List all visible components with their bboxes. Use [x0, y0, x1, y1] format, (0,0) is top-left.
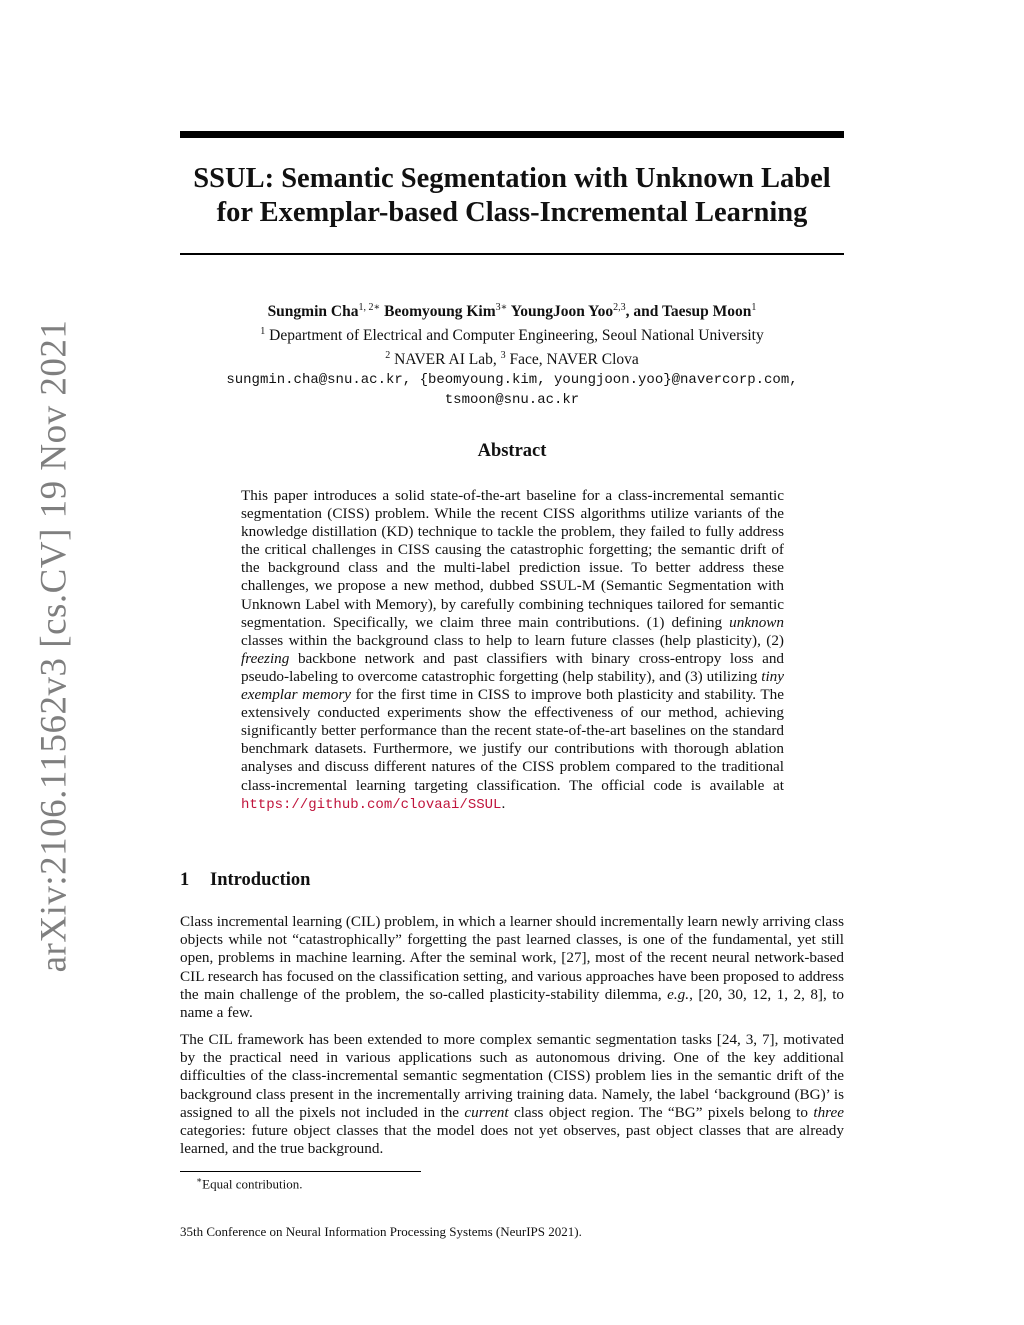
- title-top-rule: [180, 131, 844, 138]
- abstract-text: This paper introduces a solid state-of-the-art baseline for a class-incremental semantic segmentation (CISS) problem. While the recent CISS algorithms utilize variants of the knowledge distillation (KD) technique to tackle the problem, they failed to fully address the critical challenges in CISS causing the catastrophic forgetting; the semantic drift of the background class and the multi-label prediction issue. To better address these challenges, we propose a new method, dubbed SSUL-M (Semantic Segmentation with Unknown Label with Memory), by carefully combining techniques tailored for semantic segmentation. Specifically, we claim three main contributions. (1) defining: [241, 487, 784, 631]
- section-number: 1: [180, 870, 190, 890]
- section-heading: [180, 870, 844, 891]
- footnote-text: Equal contribution.: [202, 1176, 303, 1192]
- venue-line: 35th Conference on Neural Information Processing Systems (NeurIPS 2021).: [180, 1224, 582, 1239]
- abstract-heading: Abstract: [477, 441, 547, 461]
- intro-text: categories: future object classes that the model does not yet observes, past object classes that are already learned, and the true background.: [180, 1122, 844, 1158]
- footnote-mark: ∗: [196, 1175, 203, 1185]
- abstract-emphasis: freezing: [241, 649, 290, 667]
- intro-paragraph-2: [180, 1031, 844, 1158]
- author-marks: 3∗: [495, 302, 508, 313]
- author-marks: 1: [751, 302, 757, 313]
- author-name: YoungJoon Yoo: [510, 303, 614, 321]
- affiliation-line-1: [180, 322, 844, 346]
- author-block: [180, 298, 844, 410]
- author-marks: 1, 2∗: [358, 302, 381, 313]
- abstract-text: .: [501, 794, 506, 812]
- affiliation-mark: 1: [260, 326, 266, 338]
- author-name: Beomyoung Kim: [384, 303, 496, 321]
- title-bottom-rule: [180, 253, 844, 255]
- affiliation-mark: 3: [500, 350, 506, 362]
- affiliation-text: NAVER AI Lab,: [394, 351, 497, 369]
- intro-text: Class incremental learning (CIL) problem, in which a learner should incrementally learn newly arriving class objects while not “catastrophically” forgetting the past learned classes, is one of the fundamental, yet still open, problems in machine learning. After the seminal work, [27], most of the recent neural network-based CIL research has focused on the classification setting, and various approaches have been proposed to address the main challenge of the problem, the so-called plasticity-stability dilemma,: [180, 913, 844, 1003]
- code-link[interactable]: https://github.com/clovaai/SSUL: [241, 796, 502, 813]
- intro-text: , [20, 30, 12, 1, 2, 8], to name a few.: [180, 985, 845, 1022]
- intro-text: class object region. The “BG” pixels belong to: [513, 1103, 808, 1121]
- paper-title: [180, 162, 844, 230]
- email-line-2: tsmoon@snu.ac.kr: [444, 392, 580, 409]
- section-title: Introduction: [210, 870, 311, 890]
- affiliation-mark: 2: [385, 350, 391, 362]
- abstract-body: [241, 487, 784, 814]
- affiliation-text: Department of Electrical and Computer Engineering, Seoul National University: [269, 327, 764, 345]
- affiliation-text: Face, NAVER Clova: [509, 351, 639, 369]
- intro-paragraph-1: [180, 913, 844, 1022]
- affiliation-line-2: [180, 346, 844, 370]
- intro-text: The CIL framework has been extended to more complex semantic segmentation tasks [24, 3, 7], motivated by the practical need in various applications such as autonomous driving. One of the key additional difficulties of the class-incremental semantic segmentation (CISS) problem lies in the semantic drift of the background class present in the incrementally arriving training data. Namely, the label ‘background (BG)’ is assigned to all the pixels not included in the: [180, 1031, 844, 1121]
- intro-emphasis: three: [813, 1103, 845, 1121]
- author-marks: 2,3: [613, 302, 626, 313]
- footnote-rule: [180, 1171, 421, 1172]
- abstract-text: backbone network and past classifiers with binary cross-entropy loss and pseudo-labeling to overcome catastrophic forgetting (help stability), and (3) utilizing: [241, 649, 785, 685]
- intro-emphasis: current: [464, 1103, 509, 1121]
- author-name: and Taesup Moon: [633, 303, 752, 321]
- intro-emphasis: e.g.: [667, 985, 690, 1003]
- arxiv-stamp-text: arXiv:2106.11562v3 [cs.CV] 19 Nov 2021: [33, 319, 75, 973]
- title-line-1: SSUL: Semantic Segmentation with Unknown Label: [193, 163, 831, 194]
- abstract-text: classes within the background class to help to learn future classes (help plasticity), (2): [241, 631, 784, 649]
- author-names: Sungmin Cha$^{1, 2∗}$ Beomyoung Kim$^{3∗}$ YoungJoon Yoo$^{2,3}$, and Taesup Moon$^1$: [267, 302, 757, 321]
- title-line-2: for Exemplar-based Class-Incremental Learning: [216, 197, 808, 228]
- abstract-text: for the first time in CISS to improve both plasticity and stability. The extensively conducted experiments show the effectiveness of our method, achieving significantly better performance than the recent state-of-the-art baselines on the standard benchmark datasets. Furthermore, we justify our contributions with thorough ablation analyses and discuss different natures of the CISS problem compared to the traditional class-incremental learning targeting classification. The official code is available at: [241, 686, 785, 794]
- abstract-emphasis: unknown: [729, 613, 785, 631]
- abstract-emphasis: tiny exemplar memory: [241, 667, 785, 704]
- footnote: [196, 1175, 303, 1192]
- author-name: Sungmin Cha: [267, 303, 359, 321]
- email-line-1: sungmin.cha@snu.ac.kr, {beomyoung.kim, youngjoon.yoo}@navercorp.com,: [226, 372, 798, 389]
